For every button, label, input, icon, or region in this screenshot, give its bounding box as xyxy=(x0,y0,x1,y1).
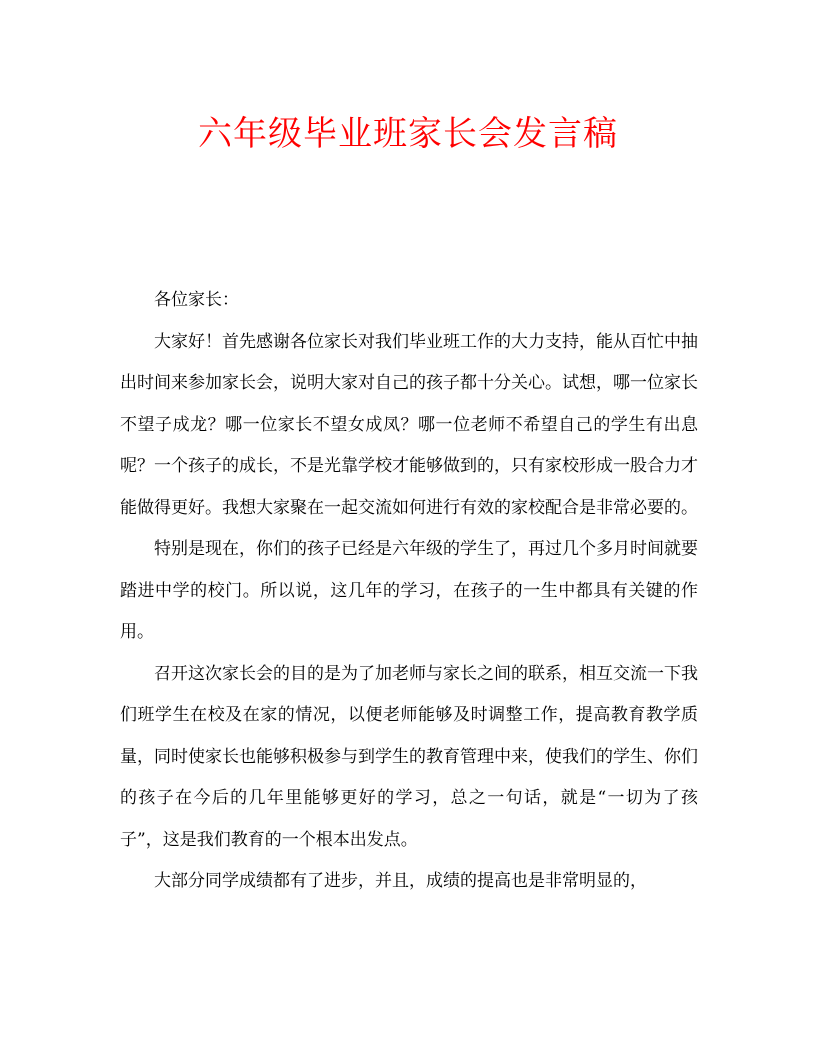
document-body xyxy=(120,280,698,903)
paragraph-3: 召开这次家长会的目的是为了加老师与家长之间的联系，相互交流一下我们班学生在校及在家的情况，以便老师能够及时调整工作，提高教育教学质量，同时使家长也能够积极参与到学生的教育管理中来，使我们的学生、你们的孩子在今后的几年里能够更好的学习，总之一句话，就是“一切为了孩子”，这是我们教育的一个根本出发点。 xyxy=(120,663,698,850)
paragraph-2: 特别是现在，你们的孩子已经是六年级的学生了，再过几个多月时间就要踏进中学的校门。所以说，这几年的学习，在孩子的一生中都具有关键的作用。 xyxy=(120,539,698,642)
paragraph-4: 大部分同学成绩都有了进步，并且，成绩的提高也是非常明显的， xyxy=(154,871,647,891)
document-title: 六年级毕业班家长会发言稿 xyxy=(198,114,618,154)
salutation: 各位家长： xyxy=(154,290,239,310)
paragraph-1: 大家好！首先感谢各位家长对我们毕业班工作的大力支持，能从百忙中抽出时间来参加家长会，说明大家对自己的孩子都十分关心。试想，哪一位家长不望子成龙？哪一位家长不望女成凤？哪一位老师不希望自己的学生有出息呢？一个孩子的成长，不是光靠学校才能够做到的，只有家校形成一股合力才能做得更好。我想大家聚在一起交流如何进行有效的家校配合是非常必要的。 xyxy=(120,331,698,518)
